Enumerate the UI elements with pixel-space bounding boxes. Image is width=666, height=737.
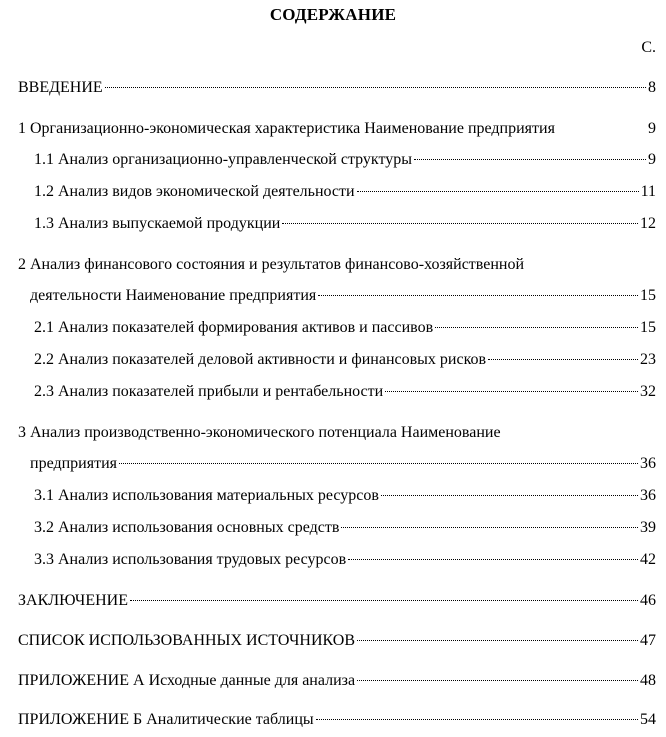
toc-entry-page: 36 bbox=[640, 487, 656, 504]
dot-leader bbox=[119, 463, 638, 464]
dot-leader bbox=[435, 327, 638, 328]
toc-entry-label: СПИСОК ИСПОЛЬЗОВАННЫХ ИСТОЧНИКОВ bbox=[18, 632, 356, 649]
toc-entry-label: 1 Организационно-экономическая характеристика Наименование предприятия bbox=[18, 120, 555, 137]
toc-entry-page: 32 bbox=[640, 383, 656, 400]
toc-entry-conclusion[interactable] bbox=[18, 590, 656, 612]
toc-entry-section-1-1[interactable] bbox=[34, 149, 656, 171]
dot-leader bbox=[381, 495, 638, 496]
toc-entry-page: 15 bbox=[640, 287, 656, 304]
dot-leader bbox=[316, 719, 638, 720]
toc-entry-label: деятельности Наименование предприятия bbox=[30, 287, 317, 304]
dot-leader bbox=[130, 600, 638, 601]
toc-entry-page: 48 bbox=[640, 672, 656, 689]
toc-entry-label: ВВЕДЕНИЕ bbox=[18, 79, 103, 96]
page-column-header: С. bbox=[641, 39, 656, 56]
toc-entry-page: 15 bbox=[640, 319, 656, 336]
toc-entry-chapter-2[interactable] bbox=[30, 285, 656, 307]
toc-entry-references[interactable] bbox=[18, 630, 656, 652]
dot-leader bbox=[341, 527, 638, 528]
toc-entry-section-2-1[interactable] bbox=[34, 317, 656, 339]
toc-entry-chapter-3-line1[interactable]: 3 Анализ производственно-экономического потенциала Наименование bbox=[18, 424, 501, 441]
dot-leader bbox=[348, 559, 638, 560]
toc-entry-page: 36 bbox=[640, 455, 656, 472]
toc-entry-label: ЗАКЛЮЧЕНИЕ bbox=[18, 592, 128, 609]
toc-entry-section-3-2[interactable] bbox=[34, 517, 656, 539]
toc-entry-label: 1.2 Анализ видов экономической деятельности bbox=[34, 183, 355, 200]
toc-entry-label: ПРИЛОЖЕНИЕ А Исходные данные для анализа bbox=[18, 672, 356, 689]
toc-entry-label: 1.3 Анализ выпускаемой продукции bbox=[34, 215, 281, 232]
toc-entry-section-1-3[interactable] bbox=[34, 213, 656, 235]
toc-entry-label: 2.3 Анализ показателей прибыли и рентабельности bbox=[34, 383, 384, 400]
toc-entry-label: 2.2 Анализ показателей деловой активности и финансовых рисков bbox=[34, 351, 487, 368]
dot-leader bbox=[488, 359, 638, 360]
dot-leader bbox=[318, 295, 638, 296]
toc-entry-page: 9 bbox=[648, 120, 656, 137]
toc-entry-label: ПРИЛОЖЕНИЕ Б Аналитические таблицы bbox=[18, 711, 314, 728]
toc-entry-label: 3.1 Анализ использования материальных ресурсов bbox=[34, 487, 379, 504]
toc-entry-page: 47 bbox=[640, 632, 656, 649]
dot-leader bbox=[357, 680, 638, 681]
toc-entry-section-1-2[interactable] bbox=[34, 181, 656, 203]
toc-entry-page: 8 bbox=[648, 79, 656, 96]
toc-entry-page: 46 bbox=[640, 592, 656, 609]
toc-entry-label: 1.1 Анализ организационно-управленческой структуры bbox=[34, 151, 413, 168]
dot-leader bbox=[385, 391, 638, 392]
toc-entry-page: 23 bbox=[640, 351, 656, 368]
dot-leader bbox=[105, 87, 646, 88]
toc-entry-page: 11 bbox=[640, 183, 656, 200]
toc-title: СОДЕРЖАНИЕ bbox=[269, 5, 397, 24]
toc-entry-chapter-3[interactable] bbox=[30, 453, 656, 475]
dot-leader bbox=[357, 640, 638, 641]
toc-entry-chapter-2-line1[interactable]: 2 Анализ финансового состояния и результатов финансово-хозяйственной bbox=[18, 256, 525, 273]
toc-entry-page: 12 bbox=[640, 215, 656, 232]
toc-entry-label: 3.3 Анализ использования трудовых ресурсов bbox=[34, 551, 347, 568]
toc-entry-page: 42 bbox=[640, 551, 656, 568]
toc-entry-section-2-2[interactable] bbox=[34, 349, 656, 371]
toc-entry-page: 39 bbox=[640, 519, 656, 536]
toc-entry-introduction[interactable] bbox=[18, 77, 656, 99]
dot-leader bbox=[282, 223, 638, 224]
toc-entry-appendix-b[interactable] bbox=[18, 709, 656, 731]
toc-entry-section-3-1[interactable] bbox=[34, 485, 656, 507]
toc-entry-section-3-3[interactable] bbox=[34, 549, 656, 571]
dot-leader bbox=[414, 159, 646, 160]
toc-entry-label: 3.2 Анализ использования основных средств bbox=[34, 519, 340, 536]
toc-entry-chapter-1[interactable] bbox=[18, 118, 656, 140]
toc-entry-appendix-a[interactable] bbox=[18, 670, 656, 692]
toc-entry-section-2-3[interactable] bbox=[34, 381, 656, 403]
dot-leader bbox=[357, 191, 639, 192]
toc-entry-page: 54 bbox=[640, 711, 656, 728]
toc-entry-label: 2.1 Анализ показателей формирования активов и пассивов bbox=[34, 319, 434, 336]
toc-entry-label: предприятия bbox=[30, 455, 117, 472]
toc-entry-page: 9 bbox=[648, 151, 656, 168]
